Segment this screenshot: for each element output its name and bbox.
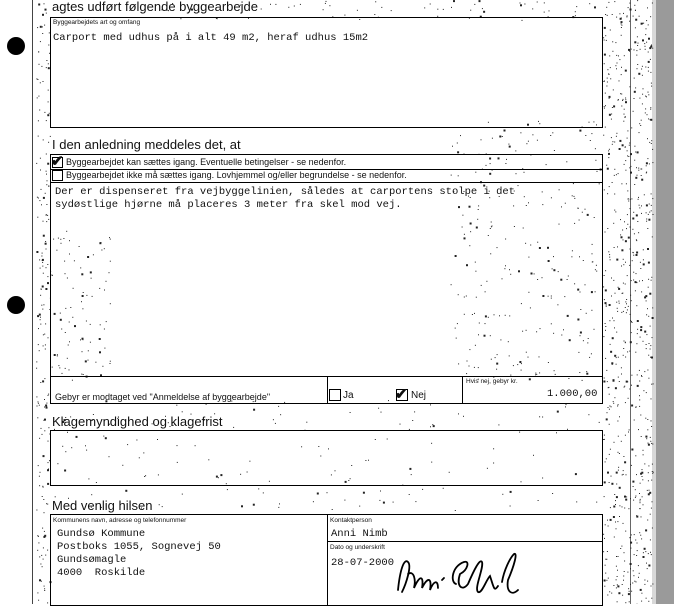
fee-nej-label: Nej bbox=[411, 390, 426, 401]
fee-ja-label: Ja bbox=[343, 390, 354, 401]
option-separator-2 bbox=[50, 182, 603, 183]
contact-name: Anni Nimb bbox=[331, 528, 388, 541]
municipality-line-2: Postboks 1055, Sognevej 50 bbox=[57, 541, 221, 554]
municipality-line-4: 4000 Roskilde bbox=[57, 567, 145, 580]
contact-label: Kontaktperson bbox=[330, 517, 372, 524]
closing-heading: Med venlig hilsen bbox=[52, 498, 152, 513]
option-1-label: Byggearbejdet kan sættes igang. Eventuelle betingelser - se nedenfor. bbox=[66, 157, 346, 167]
handwritten-signature bbox=[390, 540, 530, 604]
date-label: Dato og underskrift bbox=[330, 544, 385, 551]
fee-amount: 1.000,00 bbox=[547, 388, 597, 401]
appeal-heading: Klagemyndighed og klagefrist bbox=[52, 414, 223, 429]
fee-divider-2 bbox=[462, 376, 463, 404]
option-2-checkbox[interactable] bbox=[52, 170, 63, 181]
fee-nej-check-icon: ✔ bbox=[395, 389, 408, 401]
work-text: Carport med udhus på i alt 49 m2, heraf udhus 15m2 bbox=[53, 32, 368, 45]
signature-date: 28-07-2000 bbox=[331, 557, 394, 570]
municipality-line-3: Gundsømagle bbox=[57, 554, 126, 567]
municipality-line-1: Gundsø Kommune bbox=[57, 528, 145, 541]
fee-label: Gebyr er modtaget ved "Anmeldelse af byggearbejde" bbox=[55, 392, 270, 402]
conditions-line-2: sydøstlige hjørne må placeres 3 meter fra skel mod vej. bbox=[55, 199, 402, 212]
conditions-line-1: Der er dispenseret fra vejbyggelinien, således at carportens stolpe i det bbox=[55, 186, 515, 199]
work-label: Byggearbejdets art og omfang bbox=[53, 19, 140, 26]
fee-ja-checkbox[interactable] bbox=[329, 389, 341, 401]
municipality-label: Kommunens navn, adresse og telefonnummer bbox=[53, 517, 186, 524]
fee-amount-label: Hvis nej, gebyr kr. bbox=[466, 378, 518, 385]
decision-heading: I den anledning meddeles det, at bbox=[52, 137, 241, 152]
appeal-box bbox=[50, 430, 603, 486]
intro-text: agtes udført følgende byggearbejde bbox=[52, 0, 258, 14]
option-1-check-icon: ✔ bbox=[51, 156, 64, 168]
closing-divider bbox=[327, 514, 328, 606]
fee-divider-1 bbox=[327, 376, 328, 404]
option-2-label: Byggearbejdet ikke må sættes igang. Lovhjemmel og/eller begrundelse - se nedenfor. bbox=[66, 170, 407, 180]
